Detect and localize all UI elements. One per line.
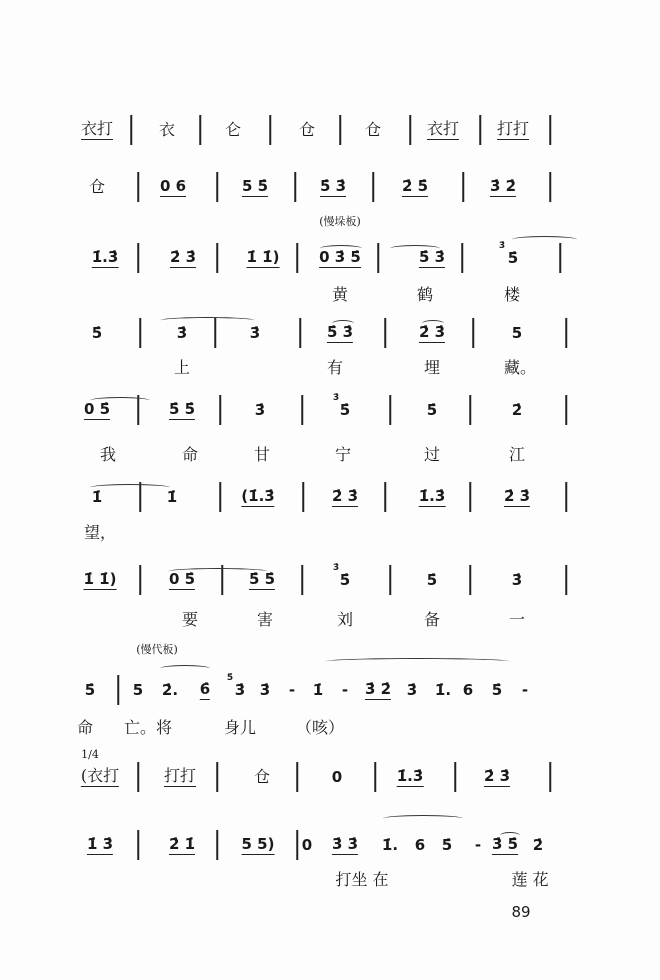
note-token: 5̇ 5̇ — [168, 400, 196, 418]
note-token: 0 — [301, 836, 313, 854]
lyric: 鹤 — [416, 285, 434, 304]
slur — [512, 236, 577, 243]
note-token: 5̇ — [491, 681, 503, 699]
note-token: 2̇ — [511, 401, 523, 419]
lyric: 害 — [256, 610, 274, 629]
note-token: 1̇. — [381, 836, 399, 854]
note-token: 5̇ — [426, 401, 438, 419]
note-token: 0 5̇ — [83, 400, 111, 418]
lyric: 刘 — [336, 610, 354, 629]
note-token: 1̇ — [91, 488, 103, 506]
barline — [409, 115, 411, 145]
note-token: - — [474, 836, 482, 854]
note-token: 3̇ — [406, 681, 418, 699]
lyric: 打坐 在 — [335, 870, 389, 889]
barline — [479, 115, 481, 145]
note-token: 1̇.3̇ — [396, 767, 424, 785]
note-token: 5̇ — [426, 571, 438, 589]
barline — [565, 482, 567, 512]
barline — [549, 172, 551, 202]
barline — [462, 172, 464, 202]
barline — [472, 318, 474, 348]
lyric: 亡。将 — [123, 718, 173, 737]
lyric: 莲 花 — [511, 870, 549, 889]
barline — [384, 318, 386, 348]
barline — [565, 395, 567, 425]
grace-note: 5̇ — [226, 673, 234, 683]
note-token: - — [288, 681, 296, 699]
note-token: 3̇ — [254, 401, 266, 419]
note-token: 5 5) — [241, 835, 275, 853]
note-token: 0 6 — [159, 177, 187, 195]
barline — [137, 830, 139, 860]
lyric: 要 — [181, 610, 199, 629]
slur — [500, 832, 520, 839]
slur — [90, 484, 170, 491]
note-token: 5̇ — [91, 324, 103, 342]
grace-note: 3̇ — [498, 241, 506, 251]
note-token: 3̇ — [259, 681, 271, 699]
barline — [301, 565, 303, 595]
slur — [168, 568, 268, 575]
slur — [332, 320, 354, 327]
lyric: 身儿 — [223, 718, 257, 737]
note-token: 0 3̇ 5̇ — [319, 248, 361, 266]
note-token: 1̇ — [312, 681, 324, 699]
note-token: 仓 — [364, 120, 382, 139]
note-token: 5̇ 3̇ — [319, 177, 347, 195]
note-token: 2̇ 3̇ — [483, 767, 511, 785]
barline — [137, 243, 139, 273]
barline — [389, 565, 391, 595]
tempo-mark: (慢代板) — [136, 643, 178, 656]
note-token: 5̇ — [441, 836, 453, 854]
note-token: 3̇ 3̇ — [331, 835, 359, 853]
note-token: 3̇ — [234, 681, 246, 699]
page-number: 89 — [511, 903, 531, 921]
note-token: 2̇ 5̇ — [401, 177, 429, 195]
lyric: 备 — [423, 610, 441, 629]
note-token: 2̇ 1̇ — [168, 835, 196, 853]
lyric: 黄 — [331, 285, 349, 304]
note-token: 1̇.3̇ — [418, 487, 446, 505]
lyric: 藏。 — [503, 358, 537, 377]
lyric: （咳） — [295, 718, 345, 737]
barline — [137, 172, 139, 202]
barline — [549, 762, 551, 792]
lyric: 过 — [423, 445, 441, 464]
note-token: 5̇ 3̇ — [326, 323, 354, 341]
note-token: 6 — [462, 681, 474, 699]
barline — [384, 482, 386, 512]
note-token: 1̇ — [166, 488, 178, 506]
barline — [549, 115, 551, 145]
barline — [219, 395, 221, 425]
lyric: 楼 — [503, 285, 521, 304]
barline — [216, 762, 218, 792]
barline — [296, 830, 298, 860]
note-token: 1̇ 3̇ — [86, 835, 114, 853]
barline — [296, 762, 298, 792]
barline — [461, 243, 463, 273]
note-token: 2̇ — [532, 836, 544, 854]
barline — [454, 762, 456, 792]
barline — [389, 395, 391, 425]
note-token: 仓 — [253, 767, 271, 786]
lyric: 甘 — [253, 445, 271, 464]
note-token: - — [521, 681, 529, 699]
slur — [160, 317, 255, 324]
note-token: 5 — [511, 324, 523, 342]
note-token: 2̇ 3̇ — [169, 248, 197, 266]
barline — [137, 762, 139, 792]
barline — [469, 482, 471, 512]
note-token: 3̇ 2̇ — [489, 177, 517, 195]
lyric: 有 — [326, 358, 344, 377]
grace-note: 3̇ — [332, 563, 340, 573]
lyric: 望， — [83, 523, 117, 542]
slur — [422, 320, 444, 327]
barline — [302, 482, 304, 512]
barline — [374, 762, 376, 792]
barline — [199, 115, 201, 145]
barline — [296, 243, 298, 273]
barline — [377, 243, 379, 273]
slur — [325, 658, 510, 665]
note-token: 2̇ 3̇ — [503, 487, 531, 505]
note-token: 打打 — [496, 119, 530, 138]
note-token: 1̇. — [434, 681, 452, 699]
slur — [90, 397, 150, 404]
lyric: 我 — [99, 445, 117, 464]
note-token: 5̇ 5̇ — [248, 570, 276, 588]
note-token: 3̇ — [511, 571, 523, 589]
note-token: - — [341, 681, 349, 699]
barline — [216, 243, 218, 273]
barline — [469, 565, 471, 595]
barline — [219, 482, 221, 512]
slur — [383, 815, 463, 822]
barline — [372, 172, 374, 202]
note-token: 衣打 — [80, 119, 114, 138]
note-token: 2̇ 3̇ — [418, 323, 446, 341]
note-token: 衣打 — [426, 119, 460, 138]
lyric: 命 — [76, 718, 94, 737]
note-token: 6̇ — [199, 680, 211, 698]
note-token: 3̇ 2̇ — [364, 680, 392, 698]
barline — [294, 172, 296, 202]
note-token: 衣 — [158, 120, 176, 139]
barline — [565, 318, 567, 348]
lyric: 埋 — [423, 358, 441, 377]
note-token: 5̇ — [507, 249, 519, 267]
note-token: 5̇ — [339, 571, 351, 589]
tempo-mark: (慢垛板) — [319, 215, 361, 228]
slur — [320, 245, 362, 252]
note-token: 0 — [331, 768, 343, 786]
barline — [565, 565, 567, 595]
lyric: 宁 — [334, 445, 352, 464]
note-token: 3̇ 5̇ — [491, 835, 519, 853]
slur — [390, 245, 440, 252]
barline — [117, 675, 119, 705]
note-token: (衣打 — [80, 766, 120, 785]
note-token: 仓 — [298, 120, 316, 139]
barline — [130, 115, 132, 145]
note-token: 1̇.3̇ — [91, 248, 119, 266]
note-token: (1̇.3̇ — [241, 487, 275, 505]
barline — [299, 318, 301, 348]
barline — [216, 172, 218, 202]
slur — [160, 665, 210, 672]
lyric: 命 — [181, 445, 199, 464]
note-token: 5̇ — [84, 681, 96, 699]
barline — [139, 565, 141, 595]
lyric: 上 — [173, 358, 191, 377]
note-token: 1̇ 1̇) — [246, 248, 280, 266]
barline — [269, 115, 271, 145]
barline — [469, 395, 471, 425]
note-token: 5̇ 3̇ — [418, 248, 446, 266]
note-token: 打打 — [163, 766, 197, 785]
barline — [339, 115, 341, 145]
barline — [139, 318, 141, 348]
time-signature: 1/4 — [81, 748, 99, 761]
note-token: 0 5̇ — [168, 570, 196, 588]
note-token: 2̇ 3̇ — [331, 487, 359, 505]
barline — [301, 395, 303, 425]
lyric: 江 — [508, 445, 526, 464]
note-token: 2̇. — [161, 681, 179, 699]
note-token: 5 — [132, 681, 144, 699]
barline — [559, 243, 561, 273]
lyric: 一 — [508, 610, 526, 629]
note-token: 1̇ 1̇) — [83, 570, 117, 588]
note-token: 5̇ — [339, 401, 351, 419]
barline — [216, 830, 218, 860]
note-token: 5 5̇ — [241, 177, 269, 195]
note-token: 仑 — [224, 120, 242, 139]
note-token: 仓 — [88, 177, 106, 196]
note-token: 6 — [414, 836, 426, 854]
grace-note: 3̇ — [332, 393, 340, 403]
note-token: 3̇ — [249, 324, 261, 342]
note-token: 3̇ — [176, 324, 188, 342]
